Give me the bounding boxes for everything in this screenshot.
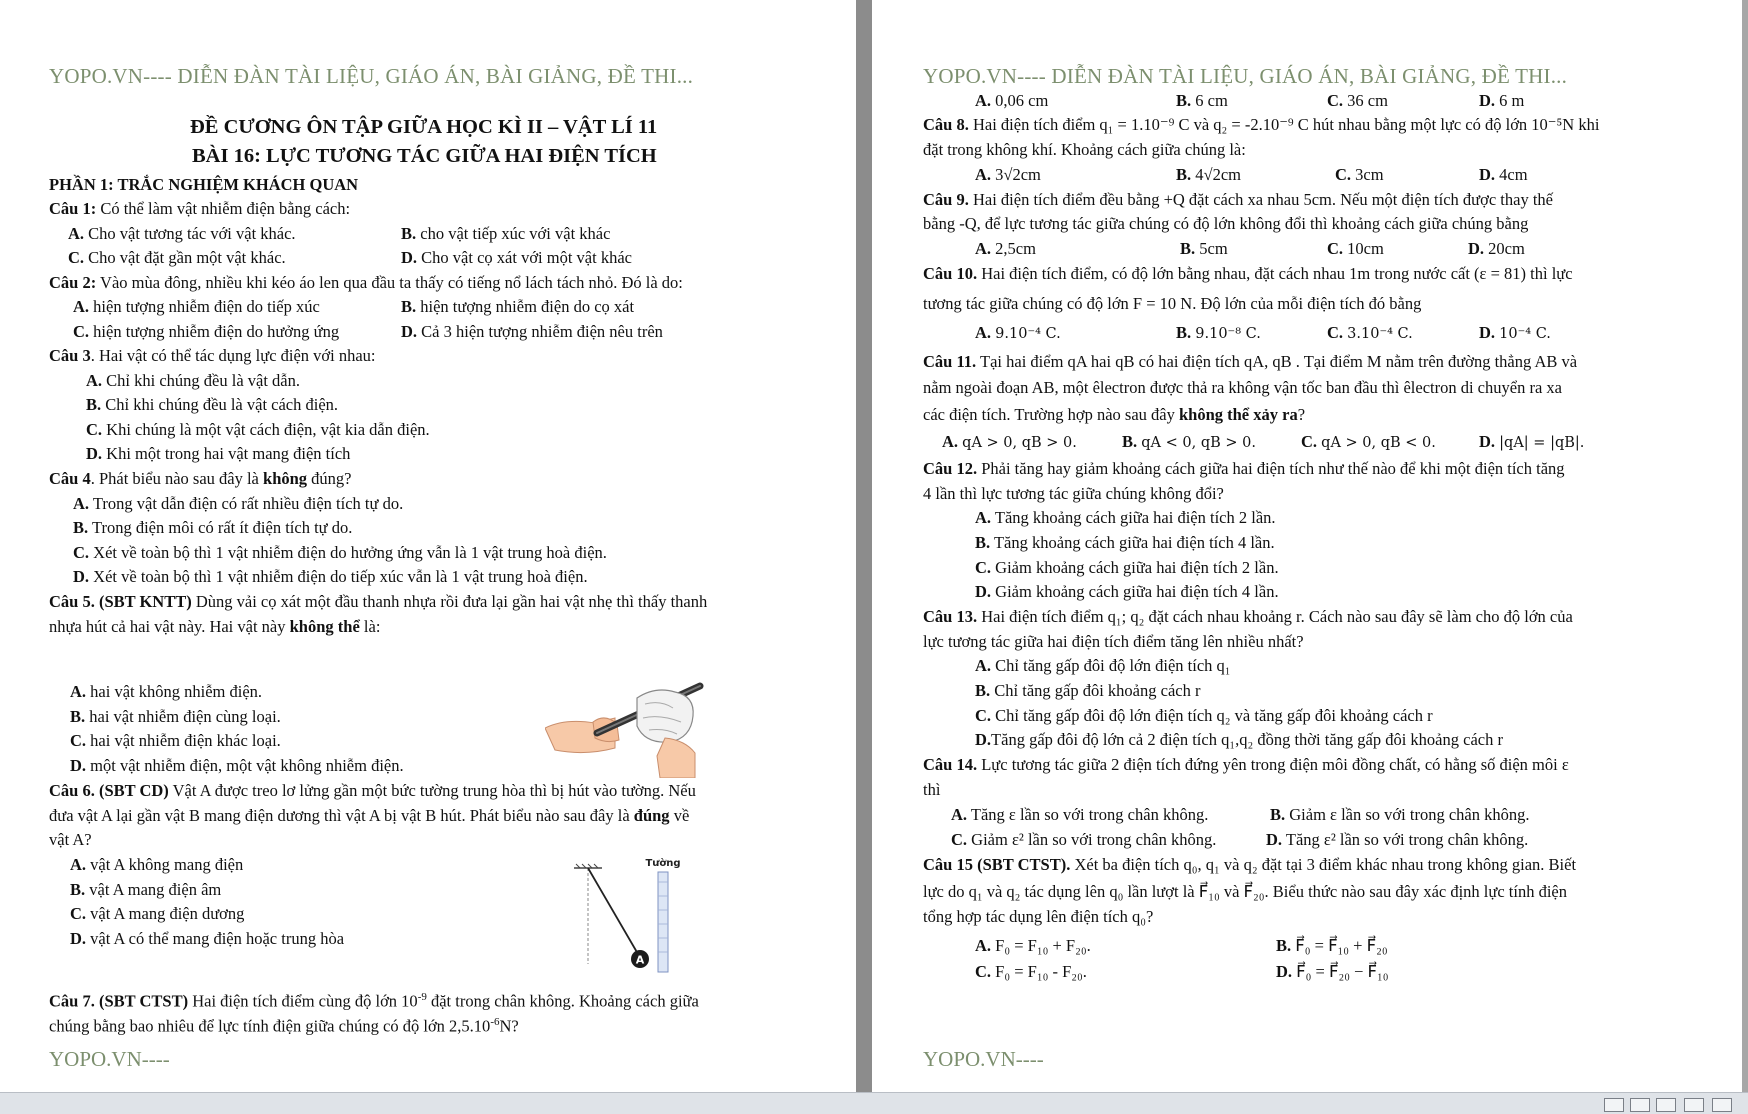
question-14: Câu 14. Lực tương tác giữa 2 điện tích đứng yên trong điện môi đồng chất, có hằng số điện môi ε [923, 755, 1569, 774]
wall-label: Tường [645, 858, 681, 869]
q14-option-d[interactable]: D. Tăng ε² lần so với trong chân không. [1266, 830, 1529, 849]
question-8: Câu 8. Hai điện tích điểm q₁ = 1.10⁻⁹ C và q₂ = -2.10⁻⁹ C hút nhau bằng một lực có độ lớn 10⁻⁵N khi [923, 115, 1600, 134]
question-1: Câu 1: Có thể làm vật nhiễm điện bằng cách: [49, 199, 351, 218]
question-11-line3: các điện tích. Trường hợp nào sau đây không thể xảy ra? [923, 405, 1306, 424]
status-bar [0, 1092, 1748, 1114]
question-8-line2: đặt trong không khí. Khoảng cách giữa chúng là: [923, 140, 1246, 159]
q11-option-b[interactable]: B. qA < 0, qB > 0. [1122, 432, 1256, 451]
lesson-title: BÀI 16: LỰC TƯƠNG TÁC GIỮA HAI ĐIỆN TÍCH [192, 145, 657, 167]
draft-icon[interactable] [1712, 1098, 1732, 1112]
q13-option-c[interactable]: C. Chỉ tăng gấp đôi độ lớn điện tích q₂ và tăng gấp đôi khoảng cách r [975, 706, 1433, 725]
question-15-line2: lực do q₁ và q₂ tác dụng lên q₀ lần lượt là F⃗₁₀ và F⃗₂₀. Biểu thức nào sau đây xác định lực tính điện [923, 882, 1567, 901]
q10-option-d[interactable]: D. 10⁻⁴ C. [1479, 323, 1551, 342]
ball-label: A [635, 953, 645, 967]
question-5-line2: nhựa hút cả hai vật này. Hai vật này không thể là: [49, 617, 381, 636]
doc-title: ĐỀ CƯƠNG ÔN TẬP GIỮA HỌC KÌ II – VẬT LÍ 11 [190, 116, 658, 138]
q3-option-d[interactable]: D. Khi một trong hai vật mang điện tích [86, 444, 351, 463]
question-7-line2: chúng bằng bao nhiêu để lực tính điện giữa chúng có độ lớn $2,5.10^{-6}N$? [49, 1016, 519, 1036]
q11-option-c[interactable]: C. qA > 0, qB < 0. [1301, 432, 1436, 451]
q11-option-a[interactable]: A. qA > 0, qB > 0. [942, 432, 1077, 451]
question-12-line2: 4 lần thì lực tương tác giữa chúng không đổi? [923, 484, 1224, 503]
q1-option-d[interactable]: D. Cho vật cọ xát với một vật khác [401, 248, 632, 267]
q15-option-c[interactable]: C. F₀ = F₁₀ - F₂₀. [975, 962, 1087, 981]
q9-option-a[interactable]: A. 2,5cm [975, 239, 1036, 258]
document-page-left [0, 0, 856, 1092]
print-layout-icon[interactable] [1604, 1098, 1624, 1112]
q5-option-b[interactable]: B. hai vật nhiễm điện cùng loại. [70, 707, 281, 726]
page-header: YOPO.VN---- DIỄN ĐÀN TÀI LIỆU, GIÁO ÁN, BÀI GIẢNG, ĐỀ THI... [49, 64, 694, 88]
question-15: Câu 15 (SBT CTST). Xét ba điện tích q₀, q₁ và q₂ đặt tại 3 điểm khác nhau trong không gian. Biết [923, 855, 1577, 874]
q14-option-c[interactable]: C. Giảm ε² lần so với trong chân không. [951, 830, 1217, 849]
q1-option-a[interactable]: A. Cho vật tương tác với vật khác. [68, 224, 296, 243]
q12-option-a[interactable]: A. Tăng khoảng cách giữa hai điện tích 2 lần. [975, 508, 1276, 527]
q15-option-b[interactable]: B. F⃗₀ = F⃗₁₀ + F⃗₂₀ [1276, 936, 1388, 955]
q4-option-b[interactable]: B. Trong điện môi có rất ít điện tích tự do. [73, 518, 353, 537]
q13-option-b[interactable]: B. Chỉ tăng gấp đôi khoảng cách r [975, 681, 1201, 700]
q12-option-c[interactable]: C. Giảm khoảng cách giữa hai điện tích 2 lần. [975, 558, 1279, 577]
q10-option-a[interactable]: A. 9.10⁻⁴ C. [975, 323, 1061, 342]
q3-option-c[interactable]: C. Khi chúng là một vật cách điện, vật kia dẫn điện. [86, 420, 430, 439]
question-7: Câu 7. (SBT CTST) Hai điện tích điểm cùng độ lớn $10^{-9}$ đặt trong chân không. Khoảng cách giữa [49, 991, 699, 1011]
question-13-line2: lực tương tác giữa hai điện tích điểm tăng lên nhiều nhất? [923, 632, 1304, 651]
q9-option-c[interactable]: C. 10cm [1327, 239, 1384, 258]
q15-option-a[interactable]: A. F₀ = F₁₀ + F₂₀. [975, 936, 1091, 955]
q2-option-c[interactable]: C. hiện tượng nhiễm điện do hưởng ứng [73, 322, 340, 341]
question-9: Câu 9. Hai điện tích điểm đều bằng +Q đặt cách xa nhau 5cm. Nếu một điện tích được thay thế [923, 190, 1553, 209]
q6-option-c[interactable]: C. vật A mang điện dương [70, 904, 245, 923]
q5-option-d[interactable]: D. một vật nhiễm điện, một vật không nhiễm điện. [70, 756, 404, 775]
question-10-line2: tương tác giữa chúng có độ lớn F = 10 N. Độ lớn của mỗi điện tích đó bằng [923, 294, 1422, 313]
page-gutter [856, 0, 872, 1092]
q4-option-a[interactable]: A. Trong vật dẫn điện có rất nhiều điện tích tự do. [73, 494, 404, 513]
question-14-line2: thì [923, 780, 941, 799]
q8-option-c[interactable]: C. 3cm [1335, 165, 1384, 184]
q8-option-b[interactable]: B. 4√2cm [1176, 165, 1241, 184]
q13-option-d[interactable]: D.Tăng gấp đôi độ lớn cả 2 điện tích q₁,q₂ đồng thời tăng gấp đôi khoảng cách r [975, 730, 1503, 749]
question-2: Câu 2: Vào mùa đông, nhiều khi kéo áo len qua đầu ta thấy có tiếng nổ lách tách nhỏ. Đó là do: [49, 273, 683, 292]
web-layout-icon[interactable] [1656, 1098, 1676, 1112]
page-footer: YOPO.VN---- [923, 1047, 1044, 1071]
page-header: YOPO.VN---- DIỄN ĐÀN TÀI LIỆU, GIÁO ÁN, BÀI GIẢNG, ĐỀ THI... [923, 64, 1568, 88]
q4-option-c[interactable]: C. Xét về toàn bộ thì 1 vật nhiễm điện do hưởng ứng vẫn là 1 vật trung hoà điện. [73, 543, 607, 562]
section-heading: PHẦN 1: TRẮC NGHIỆM KHÁCH QUAN [49, 175, 359, 194]
q8-option-a[interactable]: A. 3√2cm [975, 165, 1041, 184]
read-mode-icon[interactable] [1630, 1098, 1650, 1112]
q10-option-b[interactable]: B. 9.10⁻⁸ C. [1176, 323, 1261, 342]
q7-option-a[interactable]: A. 0,06 cm [975, 91, 1049, 110]
q3-option-b[interactable]: B. Chỉ khi chúng đều là vật cách điện. [86, 395, 339, 414]
question-12: Câu 12. Phải tăng hay giảm khoảng cách giữa hai điện tích như thế nào để khi một điện tích tăng [923, 459, 1565, 478]
q15-option-d[interactable]: D. F⃗₀ = F⃗₂₀ − F⃗₁₀ [1276, 962, 1389, 981]
question-13: Câu 13. Hai điện tích điểm q₁; q₂ đặt cách nhau khoảng r. Cách nào sau đây sẽ làm cho độ lớn của [923, 607, 1573, 626]
document-page-right [872, 0, 1742, 1092]
q5-option-a[interactable]: A. hai vật không nhiễm điện. [70, 682, 263, 701]
q14-option-b[interactable]: B. Giảm ε lần so với trong chân không. [1270, 805, 1530, 824]
rod-rubbing-illustration [545, 678, 715, 778]
question-6-line2: đưa vật A lại gần vật B mang điện dương thì vật A bị vật B hút. Phát biểu nào sau đây là đúng về [49, 806, 690, 825]
page-footer: YOPO.VN---- [49, 1047, 170, 1071]
q14-option-a[interactable]: A. Tăng ε lần so với trong chân không. [951, 805, 1209, 824]
q7-option-b[interactable]: B. 6 cm [1176, 91, 1228, 110]
question-6: Câu 6. (SBT CD) Vật A được treo lơ lửng gần một bức tường trung hòa thì bị hút vào tường. Nếu [49, 781, 696, 800]
q12-option-d[interactable]: D. Giảm khoảng cách giữa hai điện tích 4 lần. [975, 582, 1279, 601]
pendulum-wall-diagram [566, 856, 696, 974]
q13-option-a[interactable]: A. Chỉ tăng gấp đôi độ lớn điện tích q₁ [975, 656, 1231, 675]
q9-option-d[interactable]: D. 20cm [1468, 239, 1525, 258]
q7-option-d[interactable]: D. 6 m [1479, 91, 1525, 110]
q12-option-b[interactable]: B. Tăng khoảng cách giữa hai điện tích 4 lần. [975, 533, 1275, 552]
q2-option-b[interactable]: B. hiện tượng nhiễm điện do cọ xát [401, 297, 635, 316]
q6-option-d[interactable]: D. vật A có thể mang điện hoặc trung hòa [70, 929, 345, 948]
question-4: Câu 4. Phát biểu nào sau đây là không đúng? [49, 469, 352, 488]
q2-option-a[interactable]: A. hiện tượng nhiễm điện do tiếp xúc [73, 297, 320, 316]
q10-option-c[interactable]: C. 3.10⁻⁴ C. [1327, 323, 1413, 342]
q3-option-a[interactable]: A. Chỉ khi chúng đều là vật dẫn. [86, 371, 301, 390]
outline-icon[interactable] [1684, 1098, 1704, 1112]
q2-option-d[interactable]: D. Cả 3 hiện tượng nhiễm điện nêu trên [401, 322, 663, 341]
question-11-line2: nằm ngoài đoạn AB, một êlectron được thả ra không vận tốc ban đầu thì êlectron di chuyển ra xa [923, 378, 1562, 397]
question-15-line3: tổng hợp tác dụng lên điện tích q₀? [923, 907, 1154, 926]
question-3: Câu 3. Hai vật có thể tác dụng lực điện với nhau: [49, 346, 376, 365]
q6-option-a[interactable]: A. vật A không mang điện [70, 855, 244, 874]
q9-option-b[interactable]: B. 5cm [1180, 239, 1228, 258]
question-9-line2: bằng -Q, để lực tương tác giữa chúng có độ lớn không đổi thì khoảng cách giữa chúng bằng [923, 214, 1529, 233]
q4-option-d[interactable]: D. Xét về toàn bộ thì 1 vật nhiễm điện do tiếp xúc vẫn là 1 vật trung hoà điện. [73, 567, 588, 586]
q8-option-d[interactable]: D. 4cm [1479, 165, 1528, 184]
question-5: Câu 5. (SBT KNTT) Dùng vải cọ xát một đầu thanh nhựa rồi đưa lại gần hai vật nhẹ thì thấy thanh [49, 592, 708, 611]
q11-option-d[interactable]: D. |qA| = |qB|. [1479, 432, 1585, 451]
question-6-line3: vật A? [49, 830, 92, 849]
q7-option-c[interactable]: C. 36 cm [1327, 91, 1388, 110]
q1-option-b[interactable]: B. cho vật tiếp xúc với vật khác [401, 224, 611, 243]
q5-option-c[interactable]: C. hai vật nhiễm điện khác loại. [70, 731, 281, 750]
question-11: Câu 11. Tại hai điểm qA hai qB có hai điện tích qA, qB . Tại điểm M nằm trên đường thẳng AB và [923, 352, 1578, 371]
q1-option-c[interactable]: C. Cho vật đặt gần một vật khác. [68, 248, 286, 267]
question-10: Câu 10. Hai điện tích điểm, có độ lớn bằng nhau, đặt cách nhau 1m trong nước cất (ε = 81) thì lực [923, 264, 1573, 283]
q6-option-b[interactable]: B. vật A mang điện âm [70, 880, 222, 899]
